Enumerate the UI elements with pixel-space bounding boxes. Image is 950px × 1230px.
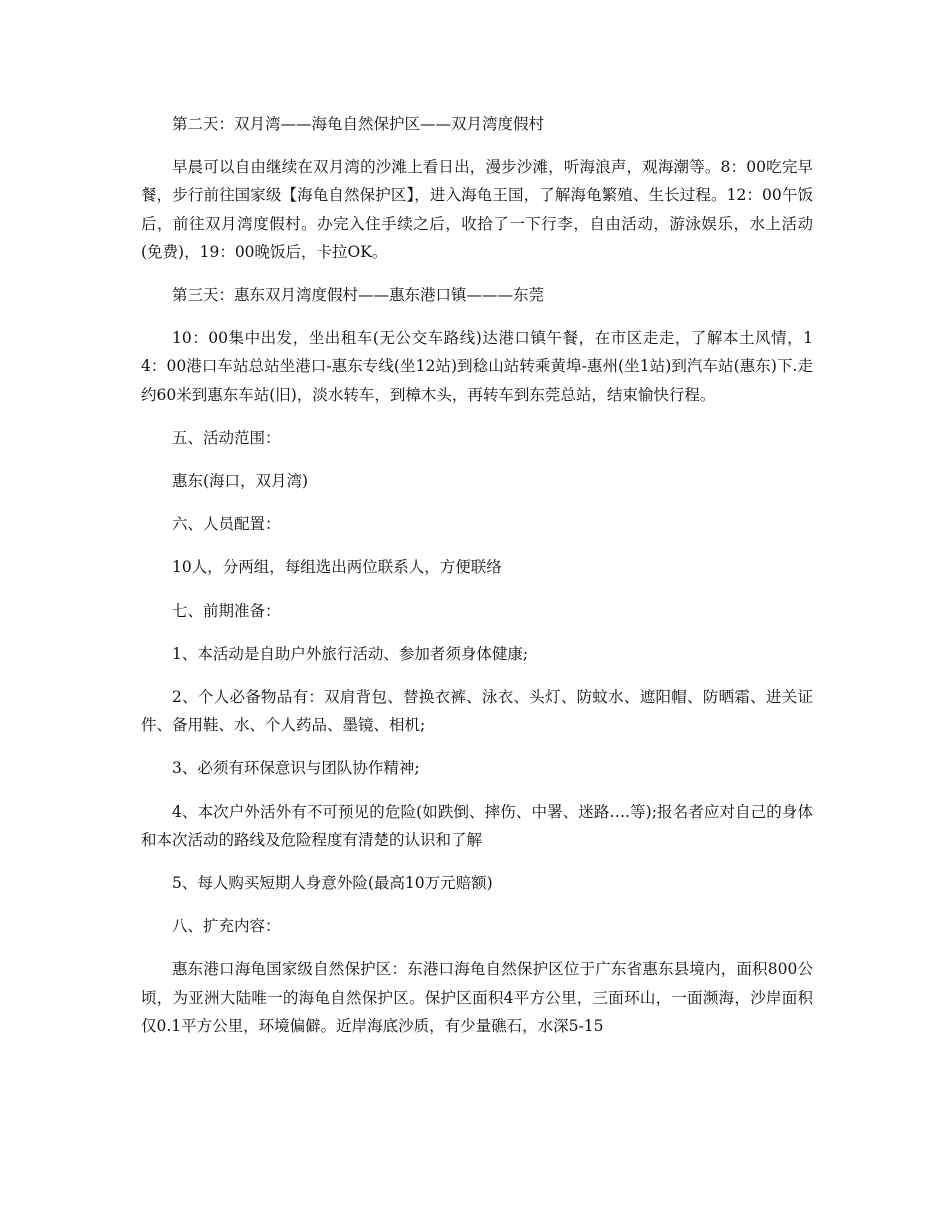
section-staffing-heading: 六、人员配置： — [172, 515, 281, 534]
document-body — [141, 110, 813, 1055]
preparation-item-5: 5、每人购买短期人身意外险(最高10万元赔额) — [172, 874, 493, 893]
day-three-itinerary: 10：00集中出发，坐出租车(无公交车路线)达港口镇午餐，在市区走走，了解本土风情，14：00港口车站总站坐港口-惠东专线(坐12站)到稔山站转乘黄埠-惠州(坐1站)到汽车站(惠东)下.走约60米到惠东车站(旧)，淡水转车，到樟木头，再转车到东莞总站，结束愉快行程。 — [141, 329, 813, 404]
section-activity-scope-heading: 五、活动范围： — [172, 428, 281, 447]
day-two-heading: 第二天：双月湾——海龟自然保护区——双月湾度假村 — [172, 115, 545, 133]
extended-content-text: 惠东港口海龟国家级自然保护区：东港口海龟自然保护区位于广东省惠东县境内，面积800公顷，为亚洲大陆唯一的海龟自然保护区。保护区面积4平方公里，三面环山，一面濒海，沙岸面积仅0.1平方公里，环境偏僻。近岸海底沙质，有少量礁石，水深5-15 — [141, 960, 813, 1035]
section-preparation-heading: 七、前期准备： — [172, 601, 281, 620]
preparation-item-2: 2、个人必备物品有：双肩背包、替换衣裤、泳衣、头灯、防蚊水、遮阳帽、防晒霜、进关证件、备用鞋、水、个人药品、墨镜、相机; — [141, 688, 813, 735]
preparation-item-4: 4、本次户外活外有不可预见的危险(如跌倒、摔伤、中署、迷路….等);报名者应对自己的身体和本次活动的路线及危险程度有清楚的认识和了解 — [141, 802, 813, 849]
activity-scope-text: 惠东(海口，双月湾) — [172, 472, 309, 491]
preparation-item-1: 1、本活动是自助户外旅行活动、参加者须身体健康; — [172, 644, 529, 663]
preparation-item-3: 3、必须有环保意识与团队协作精神; — [172, 759, 420, 778]
day-three-heading: 第三天：惠东双月湾度假村——惠东港口镇———东莞 — [172, 286, 545, 305]
section-extended-content-heading: 八、扩充内容： — [172, 917, 281, 936]
day-two-itinerary: 早晨可以自由继续在双月湾的沙滩上看日出，漫步沙滩，听海浪声，观海潮等。8：00吃完早餐，步行前往国家级【海龟自然保护区】，进入海龟王国，了解海龟繁殖、生长过程。12：00午饭后，前往双月湾度假村。办完入住手续之后，收拾了一下行李，自由活动，游泳娱乐，水上活动(免费)，19：00晚饭后，卡拉OK。 — [141, 158, 813, 261]
staffing-text: 10人，分两组，每组选出两位联系人，方便联络 — [172, 558, 502, 577]
